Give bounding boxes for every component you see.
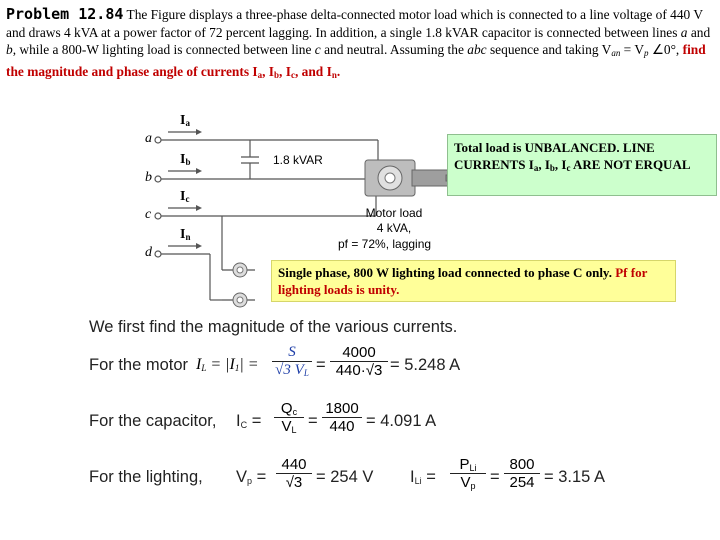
solution-intro: We first find the magnitude of the various currents. xyxy=(89,318,458,336)
lighting-row-label: For the lighting, xyxy=(89,468,203,486)
capacitor-row-label: For the capacitor, xyxy=(89,412,217,430)
capacitor-label: 1.8 kVAR xyxy=(273,153,323,167)
abc-var: abc xyxy=(467,42,487,58)
capacitor-lhs: $I_C$ = xyxy=(236,412,262,430)
lamp-icon-1 xyxy=(233,263,247,277)
task-text: find the magnitude and phase angle of currents $I_a$, $I_b$, $I_c$, and $I_n$. xyxy=(6,42,706,80)
statement-text-6: ∠0°, xyxy=(648,42,683,58)
statement-text-3: and neutral. Assuming the xyxy=(320,42,468,58)
terminal-b xyxy=(155,176,161,182)
current-label-ib: $I_b$ xyxy=(180,152,191,167)
motor-result: = 5.248 A xyxy=(390,356,461,374)
motor-row-label: For the motor xyxy=(89,356,189,374)
motor-fraction-1: $\frac{S}{√3 V_L}$ xyxy=(272,344,312,379)
lighting-fraction-3: $\frac{800}{254}$ xyxy=(504,456,540,491)
terminal-a xyxy=(155,137,161,143)
line-label-b: b xyxy=(145,170,152,185)
lighting-eq: = xyxy=(490,468,500,486)
motor-fraction-2: $\frac{4000}{440\cdot√3}$ xyxy=(330,344,388,379)
unbalanced-note: Total load is UNBALANCED. LINE CURRENTS $I_a$, $I_b$, $I_c$ ARE NOT ERQUAL xyxy=(447,134,717,196)
problem-number: Problem 12.84 xyxy=(6,5,124,23)
motor-label-2: 4 kVA, xyxy=(376,221,412,235)
motor-icon xyxy=(365,160,460,196)
motor-label-1: Motor load xyxy=(365,206,423,220)
current-label-ia: $I_a$ xyxy=(180,113,190,128)
line-c-var: c xyxy=(314,42,321,58)
terminal-d xyxy=(155,251,161,257)
motor-lhs: $I_L = |I_1|$ = xyxy=(196,356,259,373)
line-a-var: a xyxy=(680,24,688,40)
lighting-note: Single phase, 800 W lighting load connected to phase C only. Pf for lighting loads is unity. xyxy=(271,260,676,302)
current-label-in: $I_n$ xyxy=(180,227,191,242)
line-label-d: d xyxy=(145,245,152,260)
lighting-vp-result: = 254 V xyxy=(316,468,374,486)
capacitor-fraction-2: $\frac{1800}{440}$ xyxy=(322,400,362,435)
capacitor-fraction-1: $\frac{Q_c}{V_L}$ xyxy=(274,400,304,435)
line-b-var: b xyxy=(6,42,13,58)
lighting-i-lhs: $I_{Li}$ = xyxy=(410,468,436,486)
lighting-vp-lhs: $V_p$ = xyxy=(236,468,267,486)
lamp-icon-2 xyxy=(233,293,247,307)
statement-text: The Figure displays a three-phase delta-connected motor load which is connected to a line voltage of 440 V and draws 4 kVA at a power factor of 72 percent lagging. In addition, a single 1.8 kVAR capacitor is connected between lines xyxy=(6,7,703,40)
statement-text-2: , while a 800-W lighting load is connected between line xyxy=(12,42,315,58)
lighting-fraction-1: $\frac{440}{√3}$ xyxy=(276,456,312,491)
capacitor-result: = 4.091 A xyxy=(366,412,437,430)
motor-eq: = xyxy=(316,356,326,374)
motor-label-3: pf = 72%, lagging xyxy=(338,237,432,251)
van-sub: an xyxy=(611,48,621,59)
vp-sub: p xyxy=(644,48,649,59)
current-label-ic: $I_c$ xyxy=(180,189,190,204)
lighting-fraction-2: $P_{Li}$ $V_p$ xyxy=(450,456,486,491)
statement-and: and xyxy=(687,24,711,40)
lighting-i-result: = 3.15 A xyxy=(544,468,606,486)
line-label-c: c xyxy=(145,207,152,222)
capacitor-eq: = xyxy=(308,412,318,430)
statement-text-4: sequence and taking V xyxy=(486,42,612,58)
terminal-c xyxy=(155,213,161,219)
line-label-a: a xyxy=(145,131,152,146)
statement-text-5: = V xyxy=(620,42,645,58)
